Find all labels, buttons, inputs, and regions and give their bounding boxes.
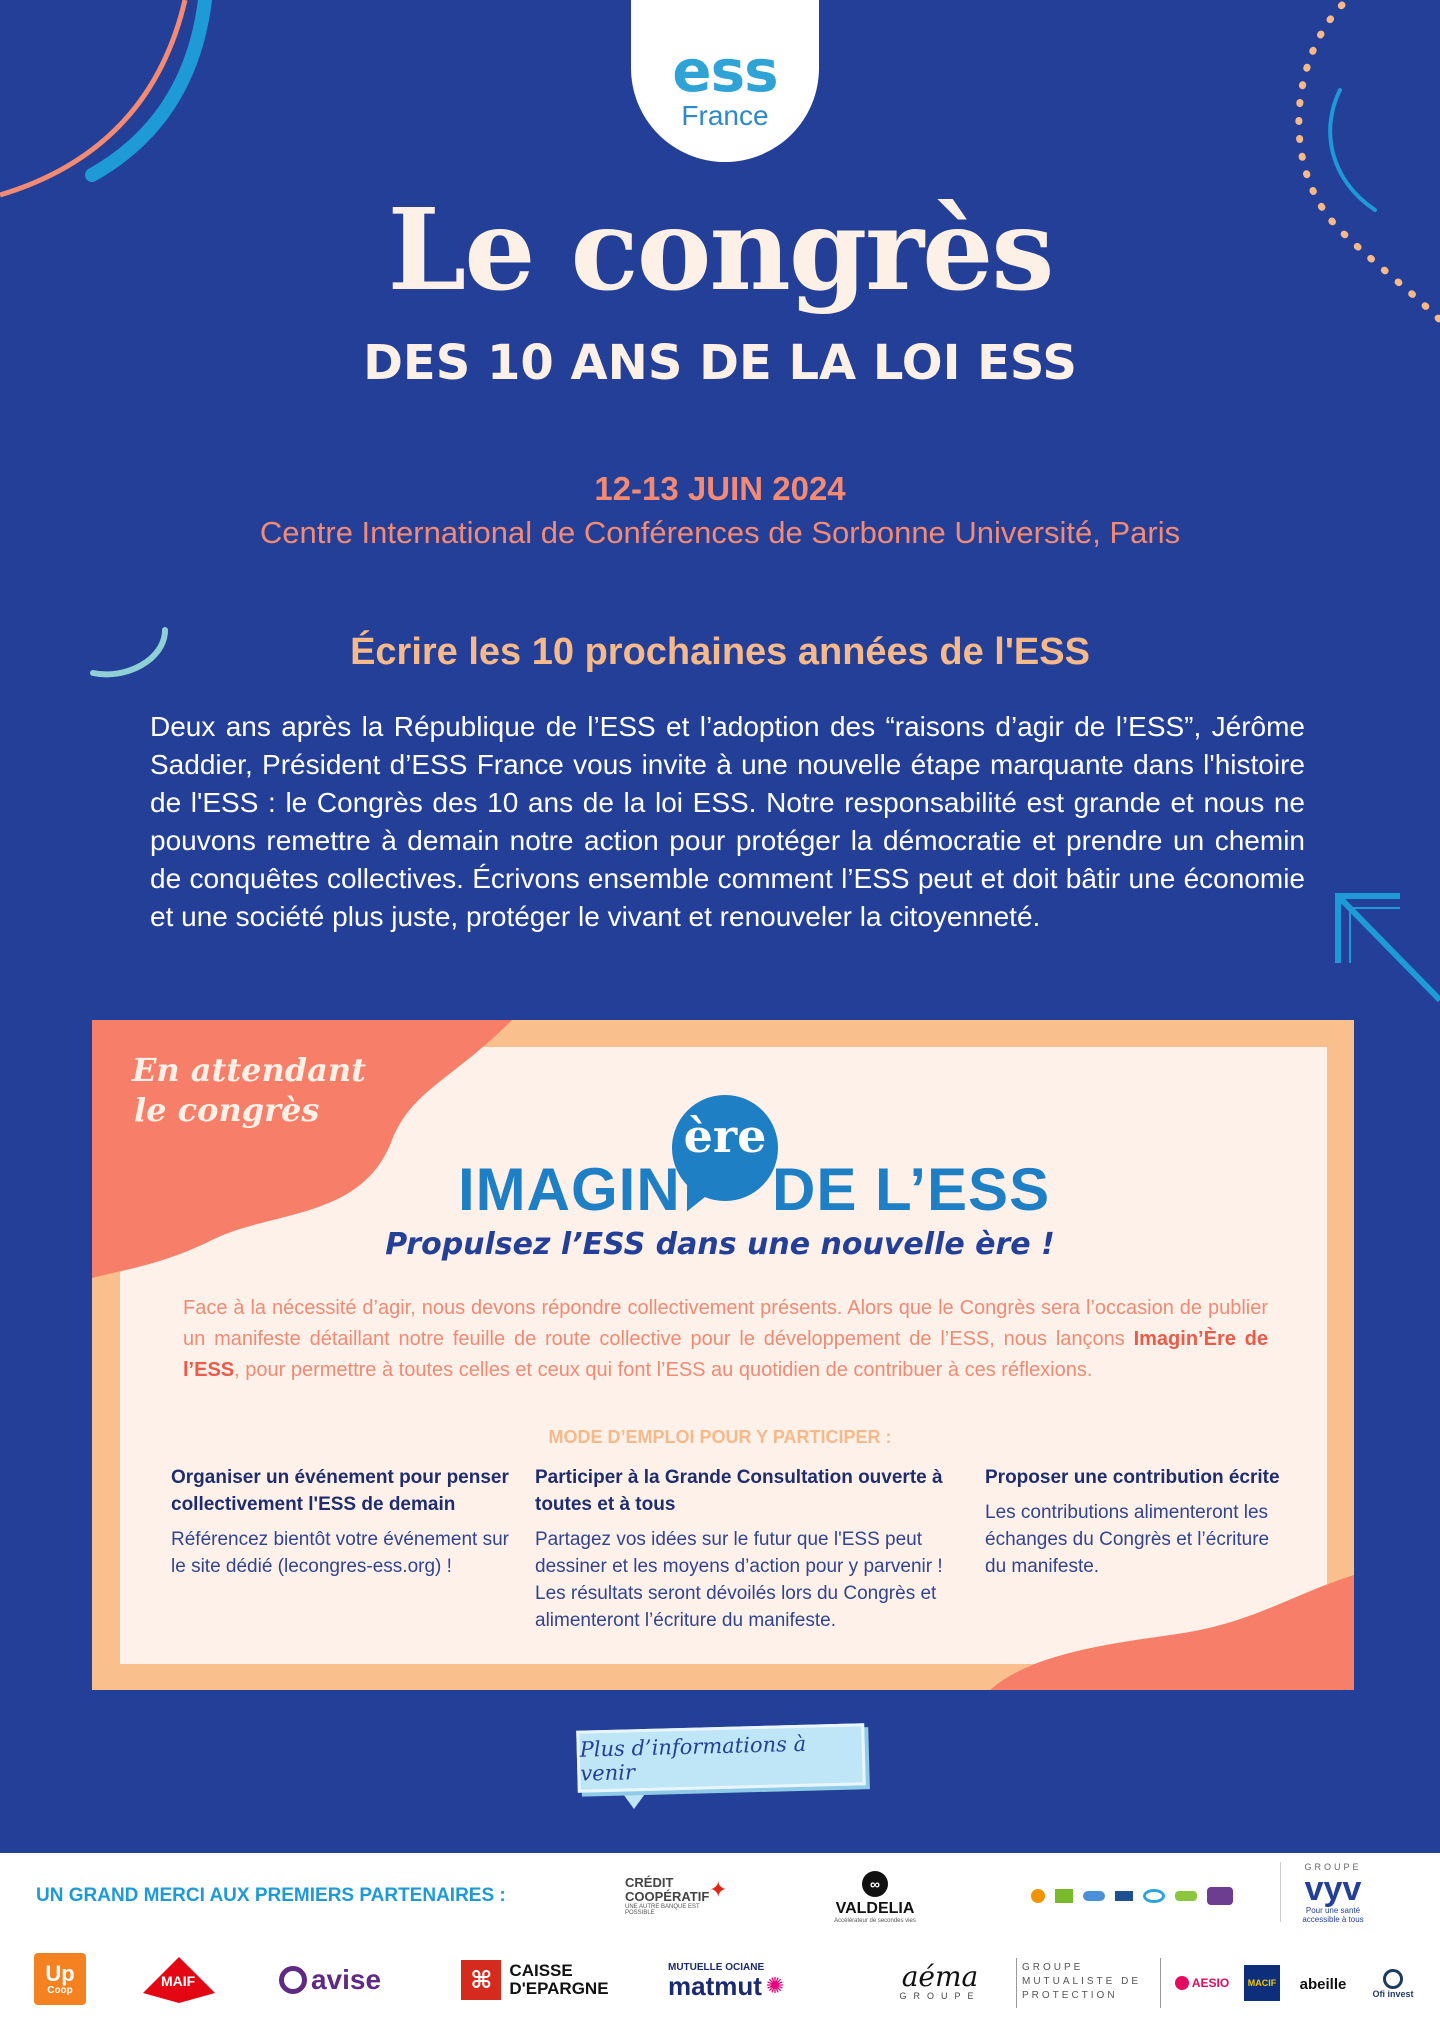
maif-text: MAIF — [161, 1973, 196, 1989]
up-coop-logo — [34, 1953, 86, 2005]
column-title: Organiser un événement pour penser collectivement l'ESS de demain — [171, 1467, 509, 1515]
event-venue: Centre International de Conférences de Sorbonne Université, Paris — [259, 515, 1181, 550]
column-text: Partagez vos idées sur le futur que l'ESS peut dessiner et les moyens d’action pour y parvenir ! Les résultats seront dévoilés lors du Congrès et alimenteront l’écriture du manifeste. — [535, 1529, 943, 1631]
upcoop-sub: Coop — [47, 1984, 73, 1996]
card-blob-bottom-right — [990, 1575, 1354, 1690]
column-consultation — [535, 1464, 955, 1634]
decorative-arcs-top-left — [0, 0, 230, 210]
card-body — [183, 1293, 1268, 1386]
ess-france-logo — [631, 0, 819, 162]
groupe-vyv-logo — [1288, 1858, 1378, 1928]
logo-france-text: France — [681, 100, 769, 131]
ofi-invest-logo — [1364, 1964, 1422, 2004]
column-title: Participer à la Grande Consultation ouverte à toutes et à tous — [535, 1467, 943, 1515]
valdelia-text: VALDELIA — [835, 1900, 915, 1917]
groupe-mutualiste-logo — [1022, 1958, 1147, 2006]
aesio-logo — [1172, 1968, 1232, 1998]
member-square-icon — [1055, 1889, 1073, 1903]
valdelia-logo — [820, 1865, 930, 1930]
column-organize-event — [171, 1464, 511, 1580]
groupe-mut-text: GROUPE MUTUALISTE DE PROTECTION — [1022, 1962, 1142, 2001]
credit-coop-tagline: UNE AUTRE BANQUE EST POSSIBLE — [625, 1904, 700, 1916]
aema-divider — [1016, 1958, 1017, 2008]
member-vyv-icon — [1207, 1887, 1233, 1905]
column-text: Référencez bientôt votre événement sur le site dédié (lecongres-ess.org) ! — [171, 1529, 509, 1577]
brand-de-less: DE L’ESS — [772, 1156, 1051, 1223]
aema-sub: GROUPE — [899, 1991, 981, 2001]
avise-logo — [275, 1960, 385, 2000]
credit-cooperatif-logo — [625, 1866, 730, 1926]
partners-thanks: UN GRAND MERCI AUX PREMIERS PARTENAIRES : — [36, 1885, 506, 1906]
caisse-epargne-logo — [455, 1958, 615, 2002]
mode-heading: MODE D’EMPLOI POUR Y PARTICIPER : — [548, 1427, 892, 1447]
section-heading: Écrire les 10 prochaines années de l'ESS — [350, 631, 1090, 673]
card-body-pre: Face à la nécessité d’agir, nous devons répondre collectivement présents. Alors que le Congrès sera l’occasion de publier un manifeste détaillant notre feuille de route collective pour le développement de l’ESS, nous lançons — [183, 1297, 1268, 1350]
waiting-line-1: En attendant — [132, 1051, 366, 1089]
card-body-post: , pour permettre à toutes celles et ceux qui font l’ESS au quotidien de contribuer à ces réflexions. — [234, 1359, 1093, 1381]
aesio-circle-icon — [1175, 1976, 1189, 1990]
event-date: 12-13 JUIN 2024 — [594, 470, 846, 507]
vyv-tagline: Pour une santé accessible à tous — [1302, 1906, 1364, 1924]
more-info-button[interactable]: Plus d’informations à venir — [576, 1723, 866, 1793]
upcoop-text: Up — [45, 1960, 75, 1986]
macif-logo — [1244, 1965, 1280, 2001]
epargne-text: D'EPARGNE — [509, 1979, 609, 1998]
member-dot-icon — [1031, 1889, 1045, 1903]
macif-text: MACIF — [1247, 1978, 1277, 1988]
ofi-text: Ofi invest — [1372, 1989, 1414, 1999]
maif-logo — [143, 1953, 215, 2005]
aema-logo — [880, 1960, 1000, 2004]
caisse-text: CAISSE — [509, 1961, 573, 1980]
member-blue-icon — [1083, 1891, 1105, 1901]
vyv-text: vyv — [1304, 1870, 1362, 1908]
matmut-text: matmut — [668, 1970, 762, 2001]
valdelia-infinity-icon: ∞ — [862, 1871, 888, 1897]
vyv-groupe-text: GROUPE — [1304, 1862, 1362, 1872]
credit-coop-text: CRÉDIT COOPÉRATIF — [625, 1875, 710, 1904]
vyv-divider — [1280, 1862, 1281, 1922]
member-mnt-icon — [1115, 1891, 1133, 1901]
valdelia-tagline: Accélérateur de secondes vies — [834, 1918, 916, 1924]
member-swirl-icon — [1143, 1889, 1165, 1903]
vyv-members-logos — [1002, 1872, 1262, 1920]
aema-text: aéma — [901, 1960, 979, 1993]
arrow-icon — [1330, 888, 1440, 1008]
card-body-bold: Imagin’Ère de l’ESS — [183, 1328, 1269, 1381]
credit-coop-star-icon: ✦ — [709, 1877, 728, 1902]
avise-text: avise — [310, 1964, 382, 1995]
groupe-divider — [1160, 1958, 1161, 2008]
avise-ring-icon — [279, 1966, 307, 1994]
matmut-star-icon: ✺ — [765, 1972, 785, 1998]
intro-paragraph: Deux ans après la République de l’ESS et l’adoption des “raisons d’agir de l’ESS”, Jérôme Saddier, Président d’ESS France vous invite à une nouvelle étape marquante dans l'histoire de l'ESS : le Congrès des 10 ans de la loi ESS. Notre responsabilité est grande et nous ne pouvons remettre à demain notre action pour protéger la démocratie et prendre un chemin de conquêtes collectives. Écrivons ensemble comment l’ESS peut et doit bâtir une économie et une société plus juste, protéger le vivant et renouveler la citoyenneté. — [150, 711, 1305, 932]
page-subtitle: DES 10 ANS DE LA LOI ESS — [363, 335, 1077, 391]
brand-ere: ère — [683, 1109, 767, 1163]
caisse-squirrel-icon: ⌘ — [461, 1960, 501, 2000]
waiting-line-2: le congrès — [134, 1091, 320, 1129]
imaginere-brand — [0, 1095, 1440, 1225]
abeille-text: abeille — [1299, 1975, 1347, 1993]
brand-imagin: IMAGIN — [458, 1156, 681, 1223]
column-text: Les contributions alimenteront les échanges du Congrès et l’écriture du manifeste. — [985, 1502, 1270, 1577]
card-tagline: Propulsez l’ESS dans une nouvelle ère ! — [385, 1227, 1055, 1262]
page-title: Le congrès — [387, 185, 1053, 316]
ofi-ring-icon — [1383, 1969, 1403, 1989]
logo-ess-text: ess — [672, 37, 778, 105]
abeille-logo — [1292, 1970, 1354, 1998]
aesio-text: AESIO — [1191, 1976, 1230, 1990]
member-wave-icon — [1175, 1891, 1197, 1901]
column-contribution — [985, 1464, 1285, 1580]
matmut-top-text: MUTUELLE OCIANE — [668, 1961, 765, 1973]
matmut-logo — [668, 1958, 818, 2002]
column-title: Proposer une contribution écrite — [985, 1467, 1280, 1488]
